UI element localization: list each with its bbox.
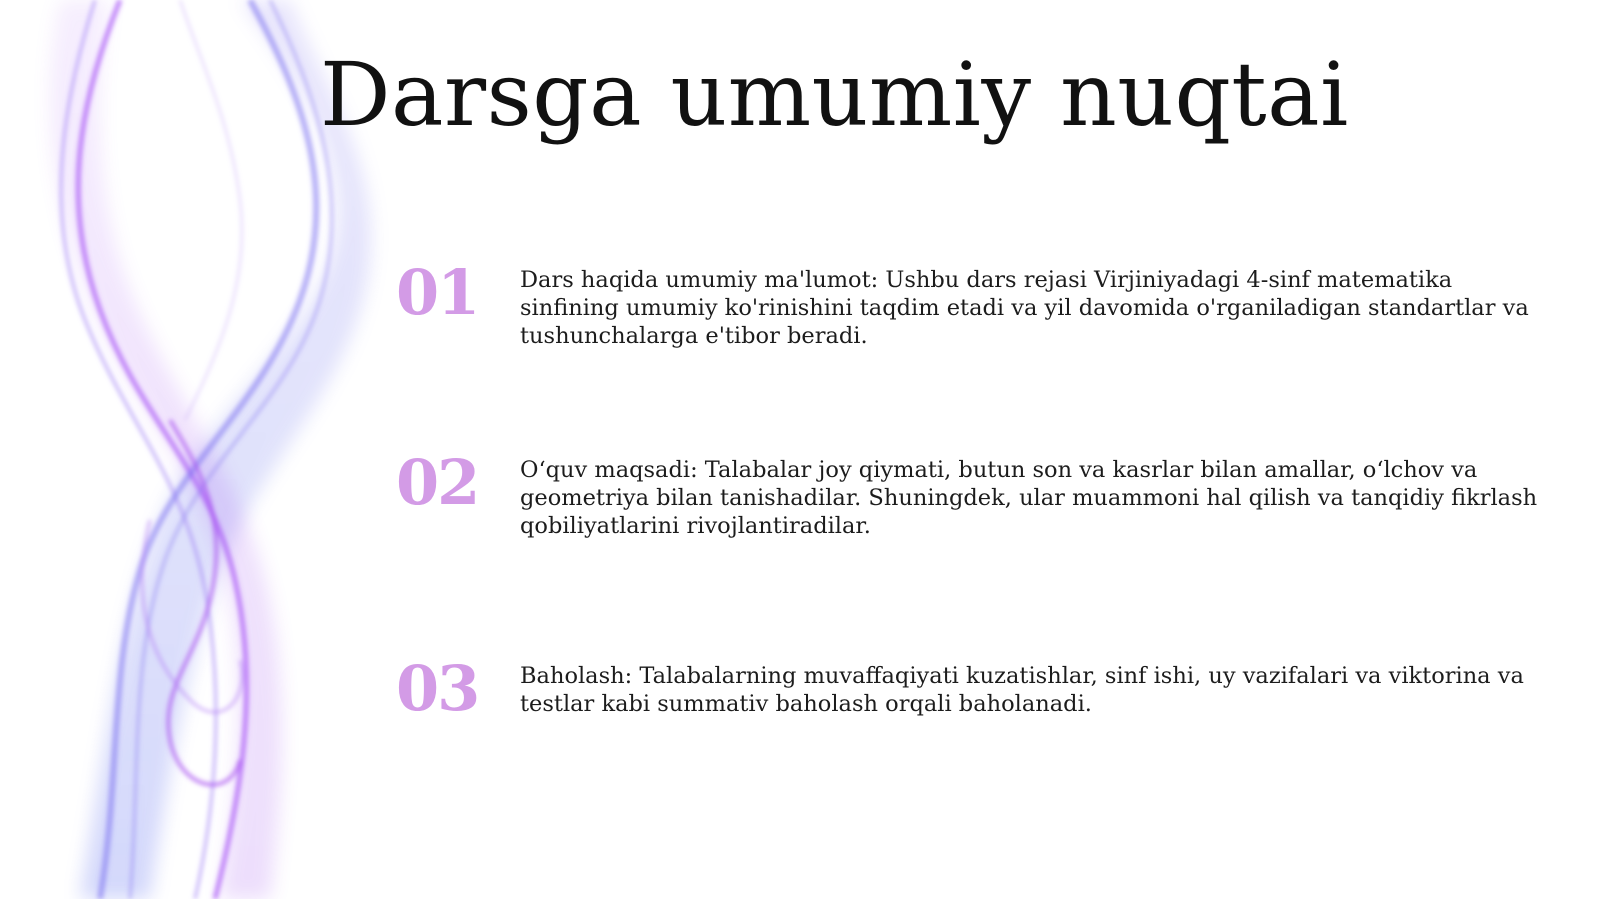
slide-title: Darsga umumiy nuqtai	[320, 43, 1349, 146]
item-text: Baholash: Talabalarning muvaffaqiyati kuzatishlar, sinf ishi, uy vazifalari va viktorina va testlar kabi summativ baholash orqali baholanadi.	[520, 663, 1524, 717]
item-text: Dars haqida umumiy ma'lumot: Ushbu dars rejasi Virjiniyadagi 4-sinf matematika sinfining umumiy ko'rinishini taqdim etadi va yil davomida o'rganiladigan standartlar va tushunchalarga e'tibor beradi.	[520, 267, 1529, 349]
item-number: 03	[396, 652, 479, 725]
item-number: 01	[396, 256, 479, 329]
item-number: 02	[396, 446, 479, 519]
item-text: Oʻquv maqsadi: Talabalar joy qiymati, butun son va kasrlar bilan amallar, oʻlchov va geometriya bilan tanishadilar. Shuningdek, ular muammoni hal qilish va tanqidiy fikrlash qobiliyatlarini rivojlantiradilar.	[520, 457, 1538, 539]
